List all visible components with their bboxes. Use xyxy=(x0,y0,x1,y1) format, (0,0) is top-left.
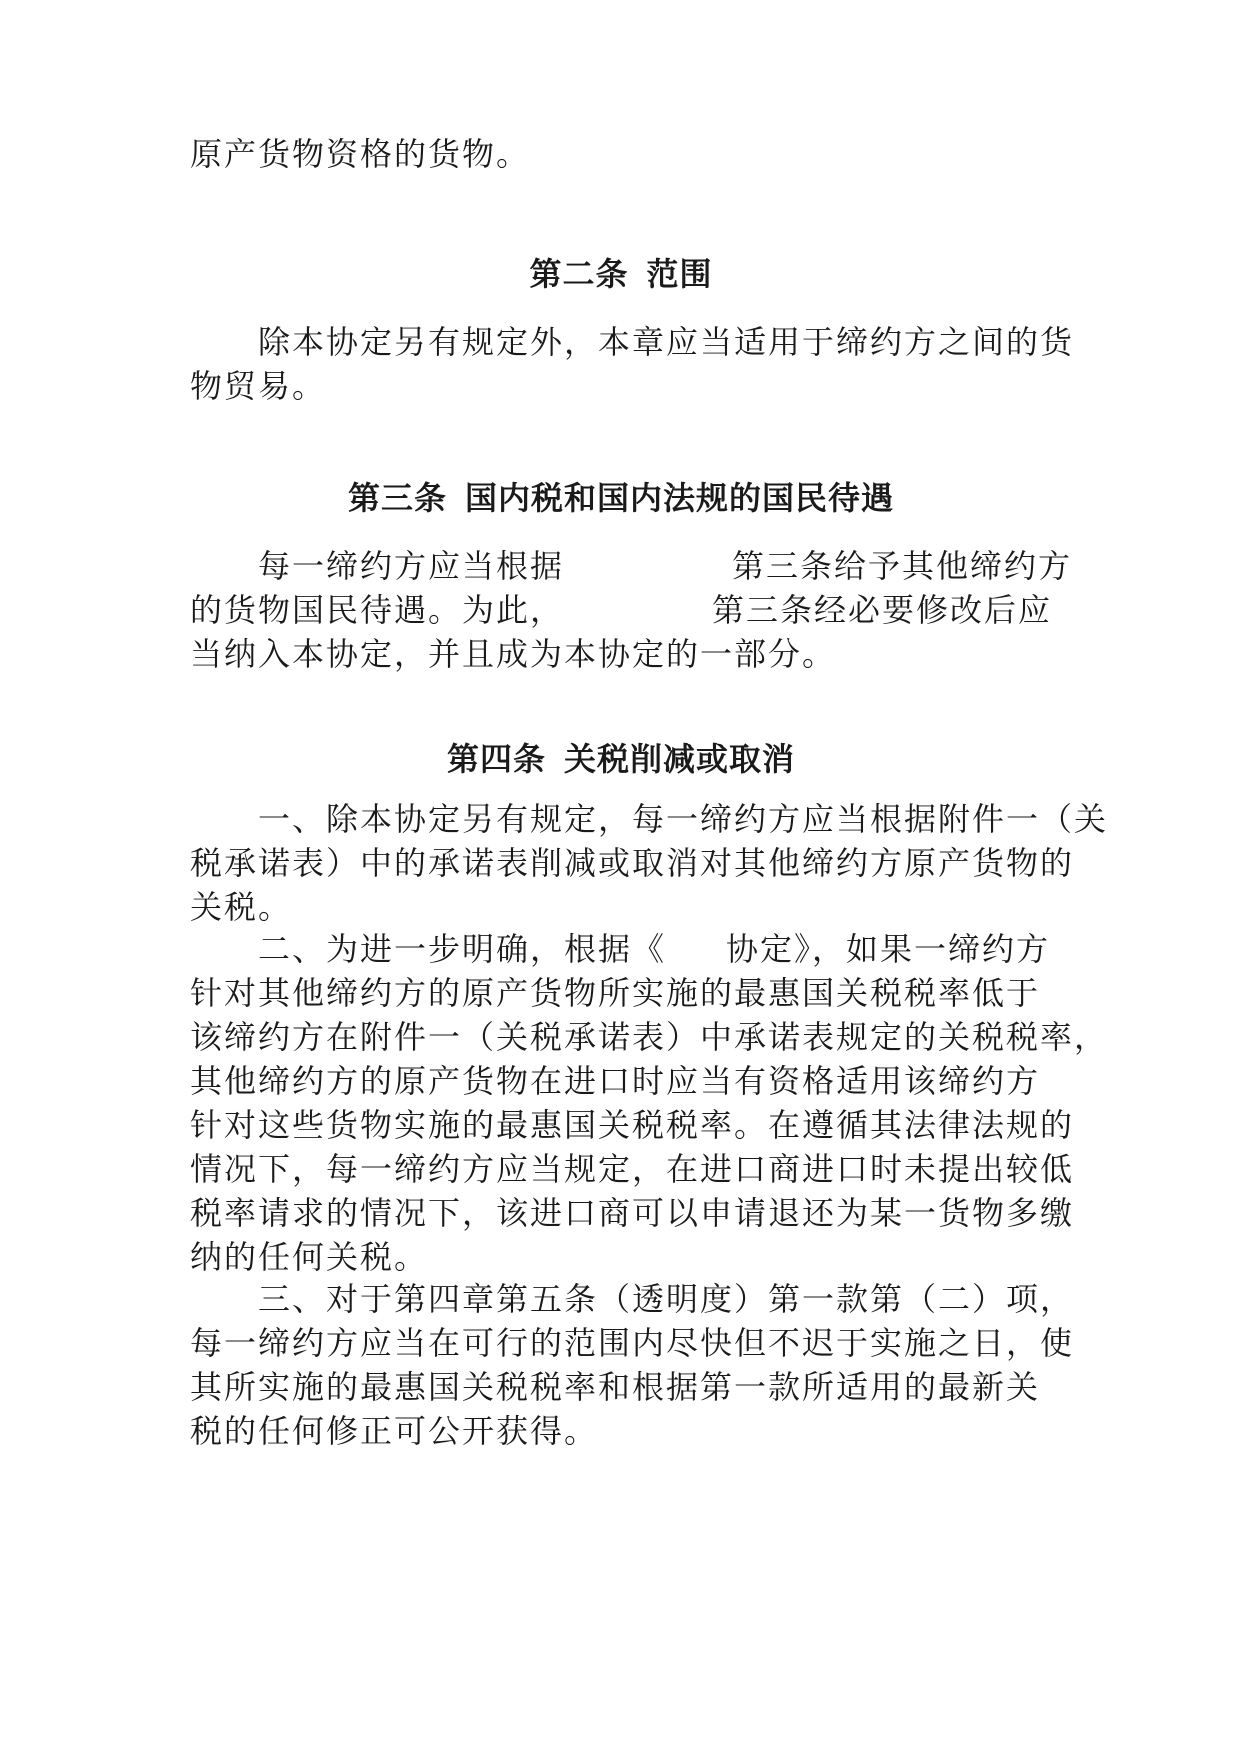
article-title: 国内税和国内法规的国民待遇 xyxy=(465,479,895,517)
text-line: 其所实施的最惠国关税税率和根据第一款所适用的最新关 xyxy=(190,1368,1041,1406)
article-number: 第三条 xyxy=(347,479,447,517)
text-line: 除本协定另有规定外，本章应当适用于缔约方之间的货 xyxy=(190,323,1075,361)
article-4-paragraph-1 xyxy=(190,797,1109,929)
text-line: 税率请求的情况下，该进口商可以申请退还为某一货物多缴 xyxy=(190,1194,1075,1232)
text-line: 的货物国民待遇。为此， 第三条经必要修改后应 xyxy=(190,591,1053,629)
article-3-heading xyxy=(190,476,1052,520)
text-line: 该缔约方在附件一（关税承诺表）中承诺表规定的关税税率， xyxy=(190,1018,1109,1056)
article-2-paragraph xyxy=(190,320,1075,408)
text-line: 二、为进一步明确，根据《 协定》，如果一缔约方 xyxy=(190,930,1051,968)
text-line: 关税。 xyxy=(190,888,293,926)
text-line: 税的任何修正可公开获得。 xyxy=(190,1412,599,1450)
article-4-paragraph-3 xyxy=(190,1277,1075,1453)
text-line: 针对这些货物实施的最惠国关税税率。在遵循其法律法规的 xyxy=(190,1106,1075,1144)
article-4-paragraph-2 xyxy=(190,927,1109,1279)
article-4-heading xyxy=(190,737,1052,781)
text-line: 纳的任何关税。 xyxy=(190,1238,429,1276)
text-line: 其他缔约方的原产货物在进口时应当有资格适用该缔约方 xyxy=(190,1062,1041,1100)
text-line: 一、除本协定另有规定，每一缔约方应当根据附件一（关 xyxy=(190,800,1109,838)
text-line: 物贸易。 xyxy=(190,367,327,405)
article-title: 范围 xyxy=(646,255,713,293)
text-line: 每一缔约方应当根据 第三条给予其他缔约方 xyxy=(190,547,1073,585)
text-line: 情况下，每一缔约方应当规定，在进口商进口时未提出较低 xyxy=(190,1150,1075,1188)
text-line: 每一缔约方应当在可行的范围内尽快但不迟于实施之日，使 xyxy=(190,1324,1075,1362)
text-line: 税承诺表）中的承诺表削减或取消对其他缔约方原产货物的 xyxy=(190,844,1075,882)
text-line: 原产货物资格的货物。 xyxy=(190,135,531,173)
article-2-heading xyxy=(190,252,1052,296)
text-line: 针对其他缔约方的原产货物所实施的最惠国关税税率低于 xyxy=(190,974,1041,1012)
article-number: 第二条 xyxy=(529,255,629,293)
continuation-paragraph xyxy=(190,132,1052,176)
article-title: 关税削减或取消 xyxy=(564,740,796,778)
article-3-paragraph xyxy=(190,544,1073,676)
text-line: 三、对于第四章第五条（透明度）第一款第（二）项， xyxy=(190,1280,1075,1318)
article-number: 第四条 xyxy=(446,740,546,778)
text-line: 当纳入本协定，并且成为本协定的一部分。 xyxy=(190,635,837,673)
